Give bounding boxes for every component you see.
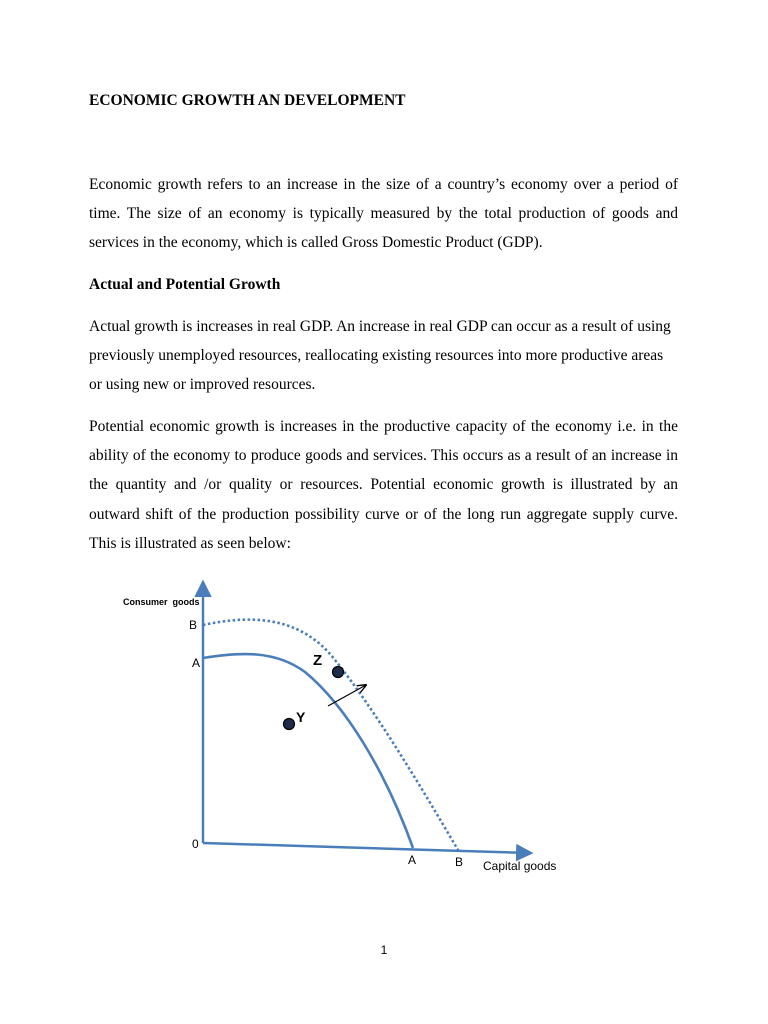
origin-label: 0 [192, 837, 199, 851]
point-y [284, 719, 295, 730]
x-intercept-outer-label: B [455, 855, 464, 869]
shift-arrow [328, 685, 366, 706]
point-y-label: Y [296, 709, 306, 725]
inner-ppc-curve [203, 654, 413, 848]
x-axis-label: Capital goods [483, 859, 557, 873]
actual-growth-paragraph: Actual growth is increases in real GDP. An increase in real GDP can occur as a result of using previously unemployed resources, reallocating existing resources into more productive areas or using new or improved resources. [89, 318, 671, 394]
y-axis-label: Consumer goods [123, 597, 200, 607]
ppc-diagram-svg [100, 570, 580, 890]
point-z-label: Z [313, 652, 323, 669]
intro-paragraph: Economic growth refers to an increase in the size of a country’s economy over a period of time. The size of an economy is typically measured by the total production of goods and services in the economy, which is called Gross Domestic Product (GDP). [89, 176, 678, 252]
point-z [333, 667, 344, 678]
document-title: ECONOMIC GROWTH AN DEVELOPMENT [89, 92, 406, 109]
page-number: 1 [380, 943, 388, 957]
section-heading: Actual and Potential Growth [89, 276, 281, 293]
x-axis [203, 843, 530, 853]
potential-growth-paragraph: Potential economic growth is increases in the productive capacity of the economy i.e. in the ability of the economy to produce goods and services. This occurs as a result of an increase in the quantity and /or quality or resources. Potential economic growth is illustrated by an outward shift of the production possibility curve or of the long run aggregate supply curve. This is illustrated as seen below: [89, 418, 678, 552]
ppc-diagram [100, 570, 580, 890]
y-intercept-outer-label: B [189, 618, 198, 632]
y-intercept-inner-label: A [192, 656, 201, 670]
x-intercept-inner-label: A [408, 853, 417, 867]
